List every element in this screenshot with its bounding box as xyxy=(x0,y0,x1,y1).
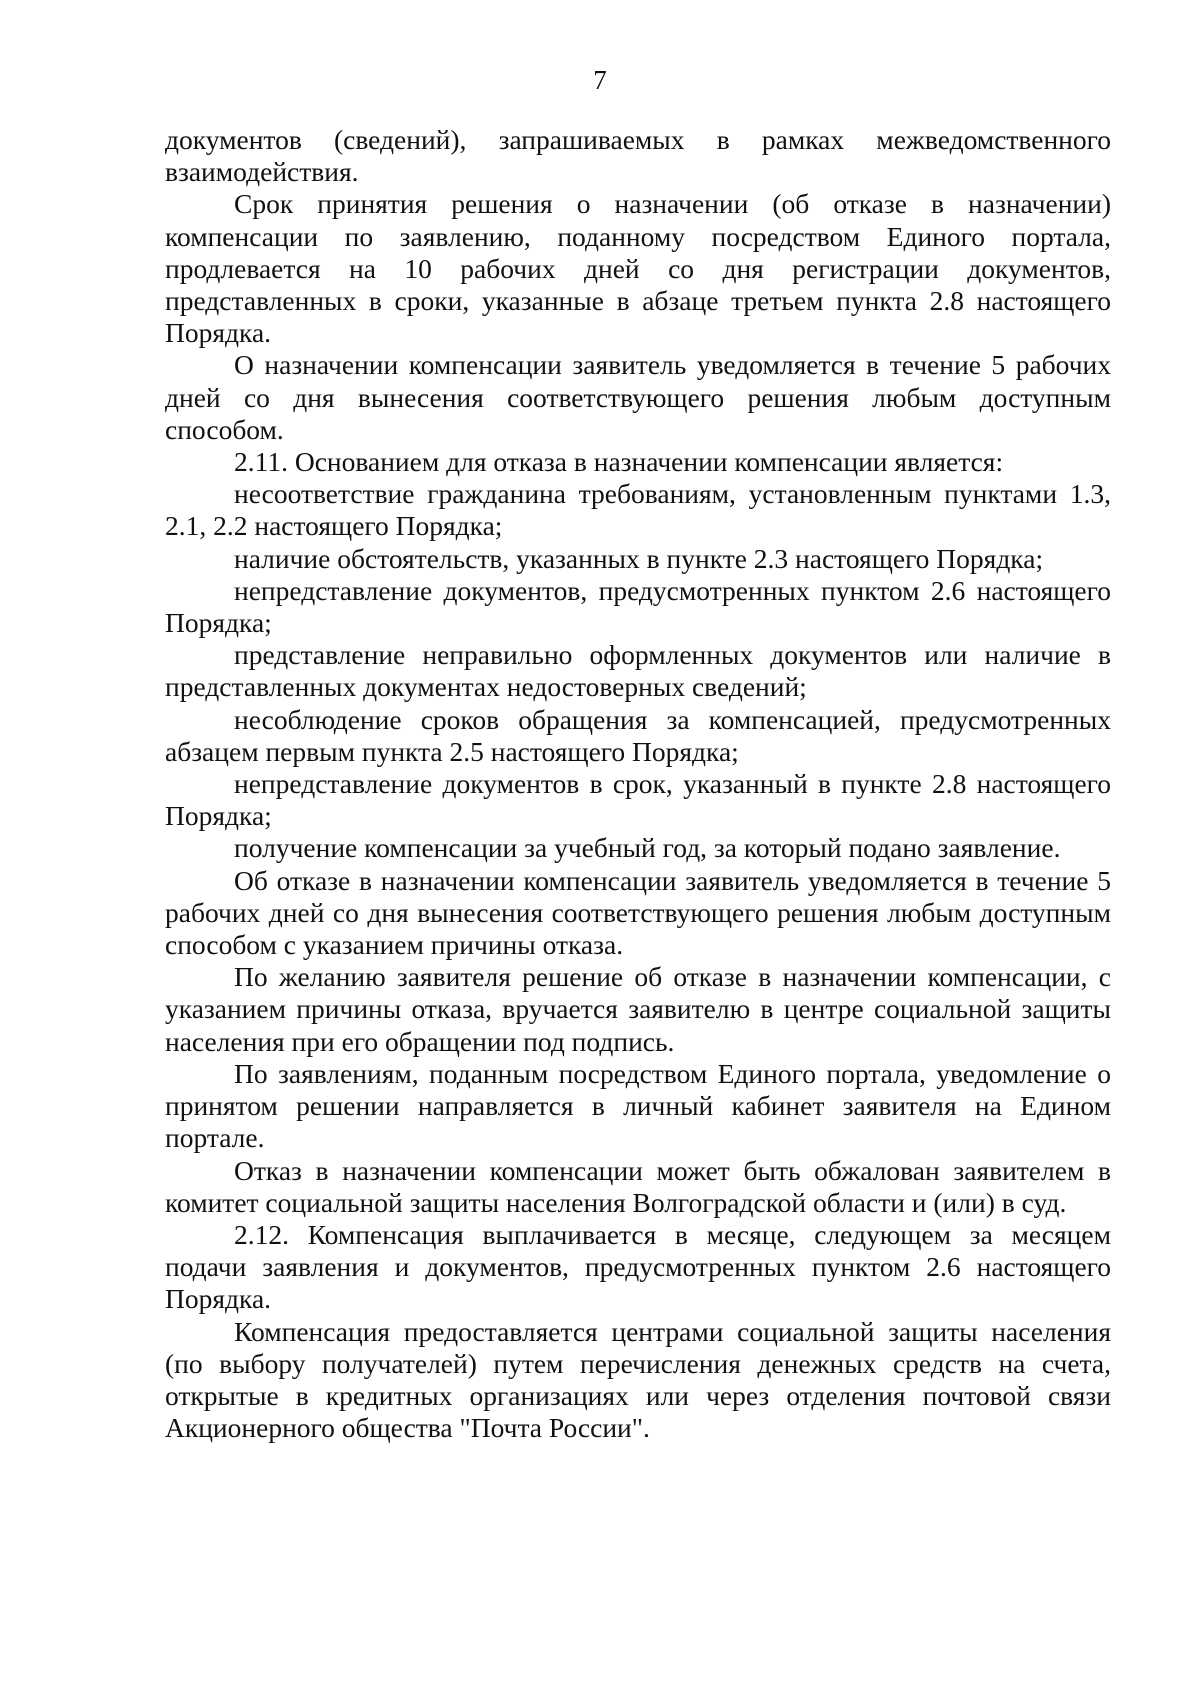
document-body xyxy=(165,124,1111,1444)
paragraph-5: несоответствие гражданина требованиям, установленным пунктами 1.3, 2.1, 2.2 настоящего Порядка; xyxy=(165,478,1111,542)
page-number: 7 xyxy=(593,65,607,95)
paragraph-8: представление неправильно оформленных документов или наличие в представленных документах недостоверных сведений; xyxy=(165,639,1111,703)
paragraph-15: Отказ в назначении компенсации может быть обжалован заявителем в комитет социальной защиты населения Волгоградской области и (или) в суд. xyxy=(165,1154,1111,1218)
paragraph-9: несоблюдение сроков обращения за компенсацией, предусмотренных абзацем первым пункта 2.5 настоящего Порядка; xyxy=(165,703,1111,767)
paragraph-13: По желанию заявителя решение об отказе в назначении компенсации, с указанием причины отказа, вручается заявителю в центре социальной защиты населения при его обращении под подпись. xyxy=(165,961,1111,1057)
paragraph-2: Срок принятия решения о назначении (об отказе в назначении) компенсации по заявлению, поданному посредством Единого портала, продлевается на 10 рабочих дней со дня регистрации документов, представленных в сроки, указанные в абзаце третьем пункта 2.8 настоящего Порядка. xyxy=(165,188,1111,349)
paragraph-14: По заявлениям, поданным посредством Единого портала, уведомление о принятом решении направляется в личный кабинет заявителя на Едином портале. xyxy=(165,1057,1111,1154)
paragraph-16: 2.12. Компенсация выплачивается в месяце, следующем за месяцем подачи заявления и документов, предусмотренных пунктом 2.6 настоящего Порядка. xyxy=(165,1218,1111,1315)
paragraph-11: получение компенсации за учебный год, за который подано заявление. xyxy=(234,832,1061,864)
paragraph-12: Об отказе в назначении компенсации заявитель уведомляется в течение 5 рабочих дней со дня вынесения соответствующего решения любым доступным способом с указанием причины отказа. xyxy=(165,864,1111,961)
paragraph-3: О назначении компенсации заявитель уведомляется в течение 5 рабочих дней со дня вынесения соответствующего решения любым доступным способом. xyxy=(165,349,1111,445)
paragraph-10: непредставление документов в срок, указанный в пункте 2.8 настоящего Порядка; xyxy=(165,768,1111,832)
paragraph-4: 2.11. Основанием для отказа в назначении компенсации является: xyxy=(234,446,1004,478)
paragraph-17: Компенсация предоставляется центрами социальной защиты населения (по выбору получателей) путем перечисления денежных средств на счета, открытые в кредитных организациях или через отделения почтовой связи Акционерного общества "Почта России". xyxy=(165,1315,1111,1444)
paragraph-7: непредставление документов, предусмотренных пунктом 2.6 настоящего Порядка; xyxy=(165,574,1111,639)
paragraph-6: наличие обстоятельств, указанных в пункте 2.3 настоящего Порядка; xyxy=(234,542,1044,574)
paragraph-1: документов (сведений), запрашиваемых в рамках межведомственного взаимодействия. xyxy=(165,124,1111,188)
